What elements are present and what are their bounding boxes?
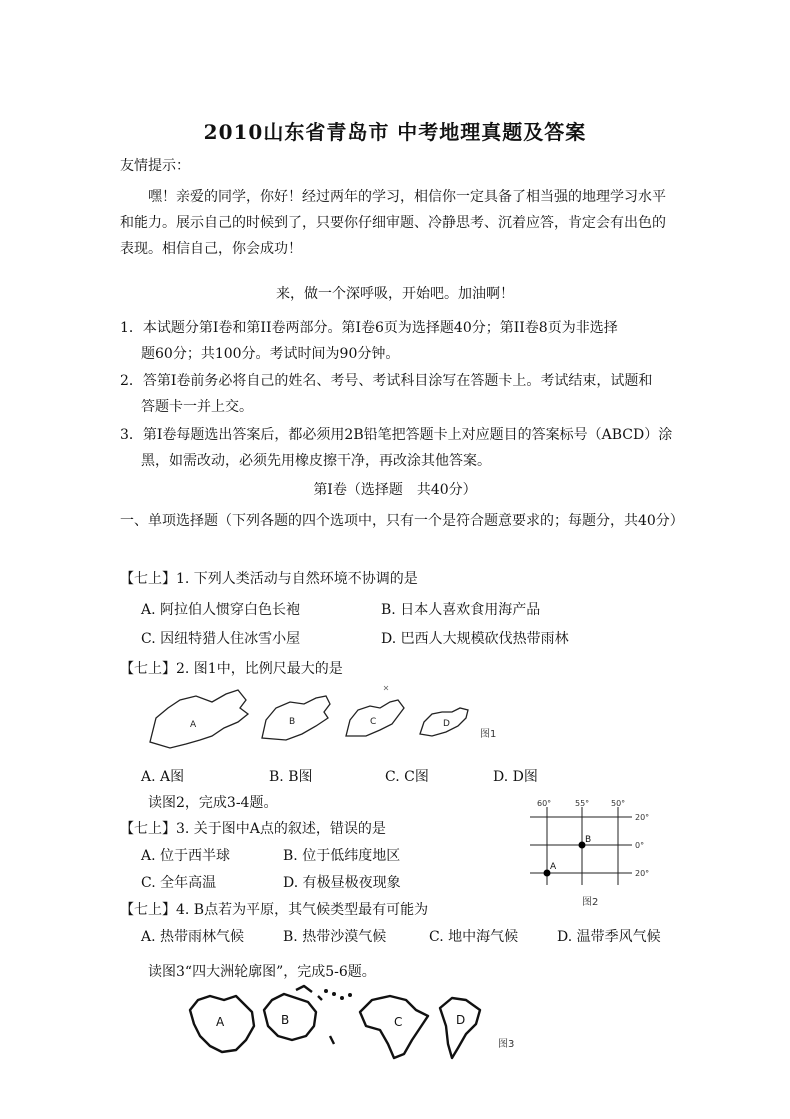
q2-stem: 【七上】2. 图1中，比例尺最大的是 [120, 661, 343, 677]
q4-option-a: A. 热带雨林气候 [141, 929, 245, 945]
q3-option-d: D. 有极昼极夜现象 [283, 875, 401, 891]
q1-option-a: A. 阿拉伯人惯穿白色长袍 [141, 602, 301, 618]
figure-3-caption: 图3 [498, 1039, 515, 1050]
note-2-line-1: 2．答第Ⅰ卷前务必将自己的姓名、考号、考试科目涂写在答题卡上。考试结束，试题和 [120, 373, 653, 389]
q1-option-b: B. 日本人喜欢食用海产品 [381, 602, 541, 618]
note-3-line-2: 黑，如需改动，必须先用橡皮擦干净，再改涂其他答案。 [141, 453, 491, 469]
section-title: 第Ⅰ卷（选择题 共40分） [313, 482, 477, 498]
continent-label-d: D [456, 1013, 466, 1027]
island-dot [340, 996, 344, 1000]
q4-option-b: B. 热带沙漠气候 [283, 929, 387, 945]
q1-option-c: C. 因纽特猎人住冰雪小屋 [141, 631, 301, 647]
q2-option-b: B. B图 [269, 769, 313, 785]
figure-1-caption: 图1 [480, 729, 497, 740]
q4-option-c: C. 地中海气候 [429, 929, 519, 945]
continent-label-c: C [394, 1015, 403, 1029]
q3-stem: 【七上】3. 关于图中A点的叙述，错误的是 [120, 821, 386, 837]
read-figure-3: 读图3“四大洲轮廓图”，完成5-6题。 [148, 964, 376, 980]
part-title: 一、单项选择题（下列各题的四个选项中，只有一个是符合题意要求的；每题分，共40分） [120, 513, 684, 529]
lon-label-55: 55° [575, 799, 590, 808]
lat-label-20n: 20° [635, 813, 650, 822]
intro-line-3: 表现。相信自己，你会成功！ [120, 241, 302, 257]
q3-option-b: B. 位于低纬度地区 [283, 848, 401, 864]
q4-stem: 【七上】4. B点若为平原，其气候类型最有可能为 [120, 902, 429, 918]
exam-title: 2010山东省青岛市 中考地理真题及答案 [203, 120, 587, 144]
island-dot [348, 993, 352, 997]
continent-d-outline [440, 998, 480, 1058]
note-1-line-1: 1．本试题分第Ⅰ卷和第II卷两部分。第Ⅰ卷6页为选择题40分；第II卷8页为非选择 [120, 320, 618, 336]
q1-option-d: D. 巴西人大规模砍伐热带雨林 [381, 631, 569, 647]
map-label-d: D [443, 719, 450, 729]
note-2-line-2: 答题卡一并上交。 [141, 399, 253, 415]
q2-option-d: D. D图 [493, 769, 538, 785]
q2-option-a: A. A图 [141, 769, 185, 785]
lat-label-20s: 20° [635, 869, 650, 878]
q1-stem: 【七上】1. 下列人类活动与自然环境不协调的是 [120, 571, 418, 587]
continent-label-a: A [216, 1015, 225, 1029]
map-label-c: C [370, 717, 377, 727]
q4-option-d: D. 温带季风气候 [557, 929, 661, 945]
intro-line-2: 和能力。展示自己的时候到了，只要你仔细审题、冷静思考、沉着应答，肯定会有出色的 [120, 215, 666, 231]
point-a-label: A [550, 862, 557, 872]
intro-line-1: 嘿！亲爱的同学，你好！经过两年的学习，相信你一定具备了相当强的地理学习水平 [148, 189, 666, 205]
island-dot [332, 992, 336, 996]
island-dot [324, 989, 328, 993]
q2-option-c: C. C图 [385, 769, 429, 785]
map-label-b: B [289, 717, 296, 727]
q3-option-c: C. 全年高温 [141, 875, 217, 891]
lon-label-60: 60° [537, 799, 552, 808]
lat-label-0: 0° [635, 841, 645, 850]
encourage-text: 来，做一个深呼吸，开始吧。加油啊！ [276, 286, 514, 302]
map-label-a: A [190, 720, 197, 730]
note-1-line-2: 题60分；共100分。考试时间为90分钟。 [141, 346, 400, 362]
continent-b-outline [264, 994, 316, 1040]
point-b-label: B [585, 835, 592, 845]
tip-heading: 友情提示： [120, 158, 190, 174]
continent-label-b: B [281, 1013, 290, 1027]
q3-option-a: A. 位于西半球 [141, 848, 231, 864]
read-figure-2: 读图2，完成3-4题。 [148, 795, 278, 811]
note-3-line-1: 3．第Ⅰ卷每题选出答案后，都必须用2B铅笔把答题卡上对应题目的答案标号（ABCD）涂 [120, 427, 673, 443]
figure-2-caption: 图2 [582, 897, 599, 908]
lon-label-50: 50° [611, 799, 626, 808]
